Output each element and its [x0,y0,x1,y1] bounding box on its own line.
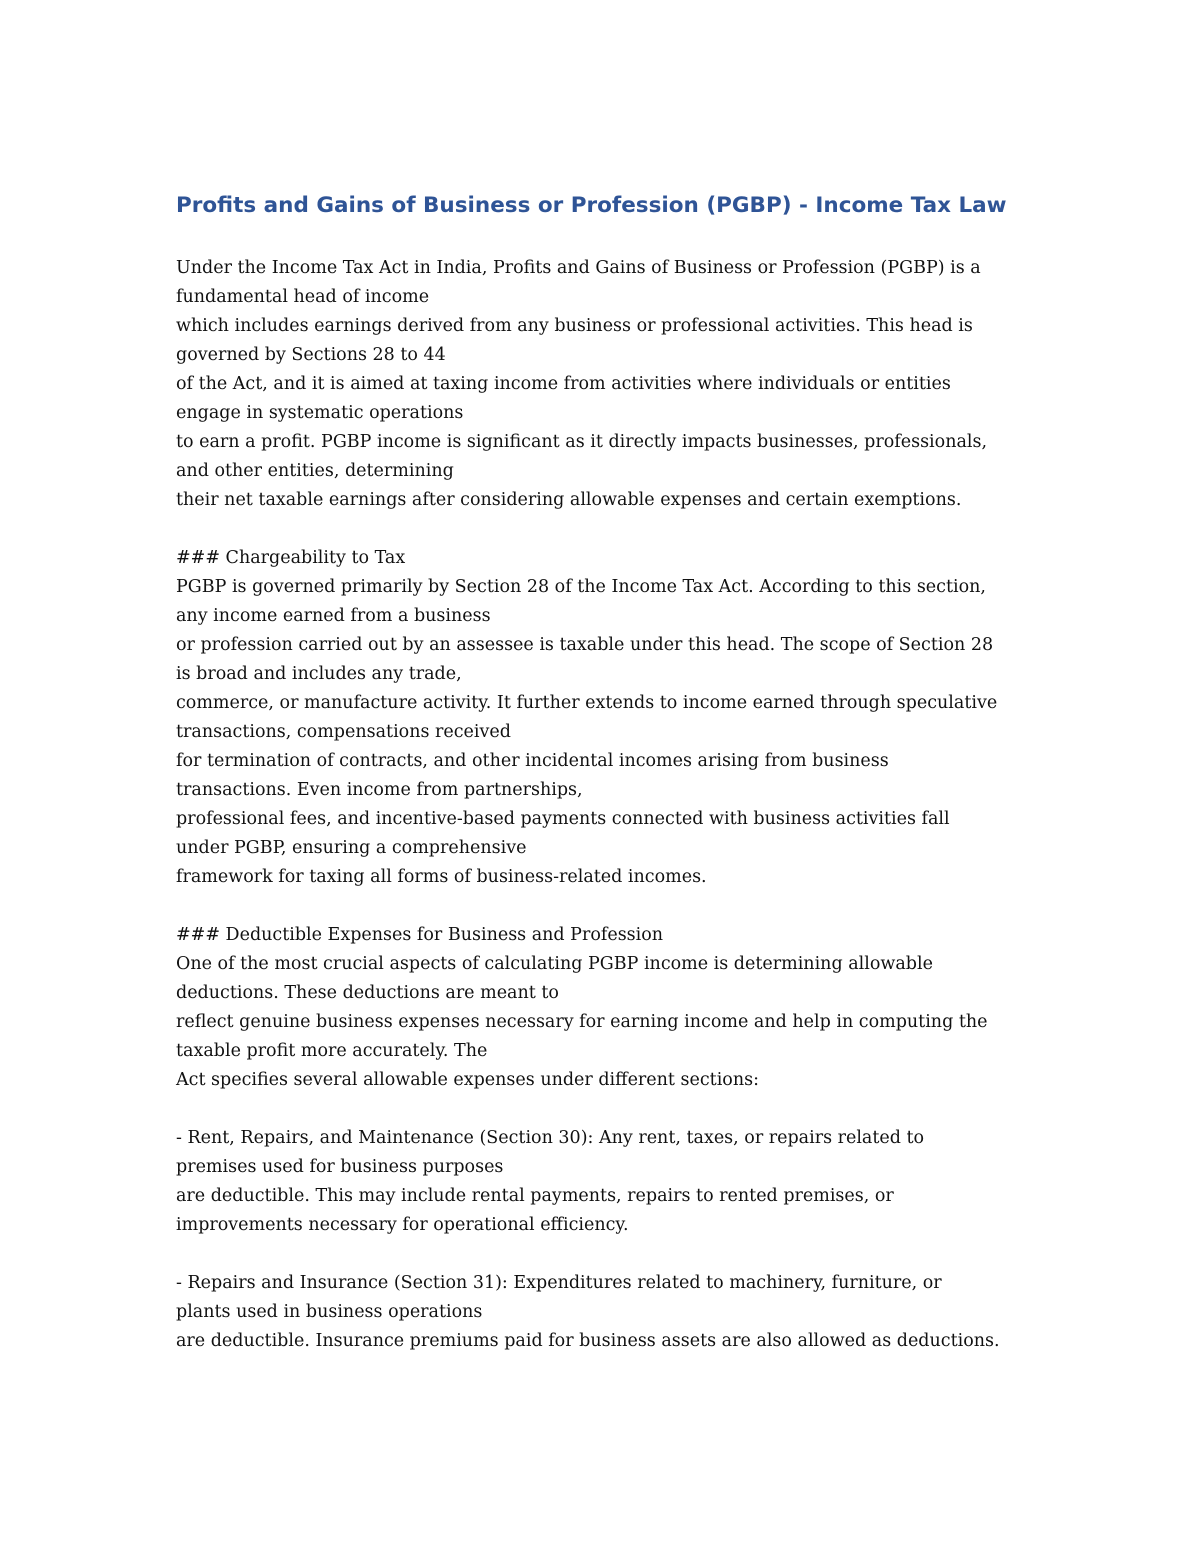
document-title: Profits and Gains of Business or Profession (PGBP) - Income Tax Law [176,193,1007,218]
text-line: fundamental head of income [176,287,430,307]
text-line: are deductible. Insurance premiums paid for business assets are also allowed as deductions. [176,1331,1000,1351]
text-line: PGBP is governed primarily by Section 28 of the Income Tax Act. According to this section, [176,577,986,597]
text-line: reflect genuine business expenses necessary for earning income and help in computing the [176,1012,988,1032]
section-heading: ### Deductible Expenses for Business and Profession [176,925,664,945]
text-line: - Rent, Repairs, and Maintenance (Section 30): Any rent, taxes, or repairs related to [176,1128,925,1148]
text-line: under PGBP, ensuring a comprehensive [176,838,527,858]
chargeability-section [176,544,1036,892]
text-line: improvements necessary for operational efficiency. [176,1215,629,1235]
text-line: transactions. Even income from partnerships, [176,780,583,800]
text-line: and other entities, determining [176,461,454,481]
text-line: which includes earnings derived from any business or professional activities. This head is [176,316,973,336]
text-line: any income earned from a business [176,606,491,626]
text-line: governed by Sections 28 to 44 [176,345,446,365]
section-heading: ### Chargeability to Tax [176,548,406,568]
text-line: is broad and includes any trade, [176,664,462,684]
list-item-section-31 [176,1269,1036,1356]
intro-paragraph [176,254,1036,515]
text-line: engage in systematic operations [176,403,464,423]
text-line: deductions. These deductions are meant to [176,983,559,1003]
document-body [176,188,1036,1385]
text-line: One of the most crucial aspects of calculating PGBP income is determining allowable [176,954,933,974]
text-line: their net taxable earnings after considering allowable expenses and certain exemptions. [176,490,962,510]
deductible-expenses-section [176,921,1036,1095]
text-line: are deductible. This may include rental payments, repairs to rented premises, or [176,1186,894,1206]
text-line: plants used in business operations [176,1302,483,1322]
text-line: of the Act, and it is aimed at taxing income from activities where individuals or entities [176,374,951,394]
text-line: or profession carried out by an assessee is taxable under this head. The scope of Section 28 [176,635,994,655]
text-line: - Repairs and Insurance (Section 31): Expenditures related to machinery, furniture, or [176,1273,942,1293]
text-line: transactions, compensations received [176,722,511,742]
text-line: premises used for business purposes [176,1157,504,1177]
text-line: professional fees, and incentive-based payments connected with business activities fall [176,809,950,829]
text-line: commerce, or manufacture activity. It further extends to income earned through speculative [176,693,998,713]
text-line: taxable profit more accurately. The [176,1041,488,1061]
list-item-section-30 [176,1124,1036,1240]
text-line: Under the Income Tax Act in India, Profits and Gains of Business or Profession (PGBP) is a [176,258,981,278]
text-line: Act specifies several allowable expenses under different sections: [176,1070,759,1090]
text-line: framework for taxing all forms of business-related incomes. [176,867,707,887]
text-line: to earn a profit. PGBP income is significant as it directly impacts businesses, professionals, [176,432,988,452]
text-line: for termination of contracts, and other incidental incomes arising from business [176,751,889,771]
